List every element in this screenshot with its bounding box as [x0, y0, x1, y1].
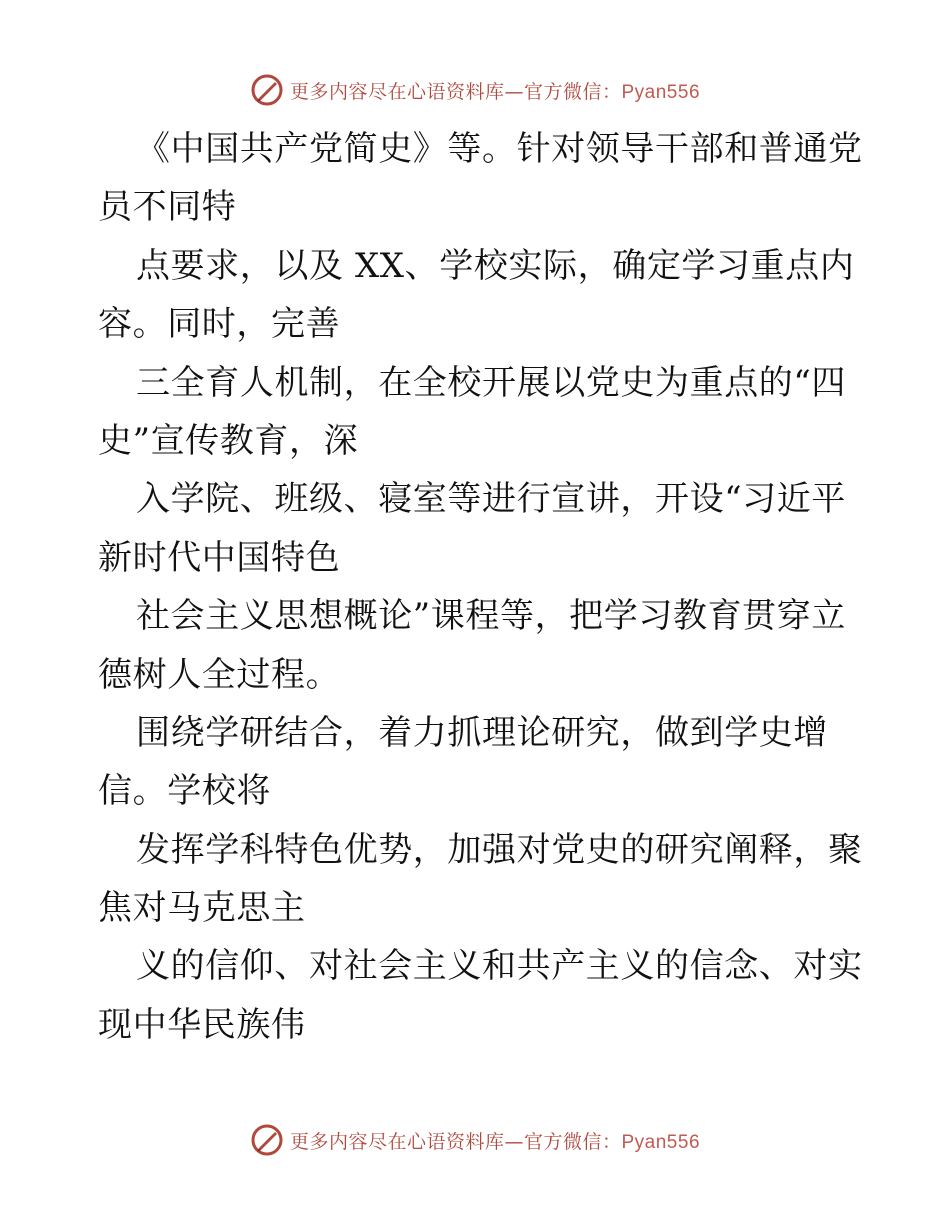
banner-wechat-id: Pyan556 — [621, 1131, 701, 1153]
pen-logo-icon — [250, 1123, 284, 1157]
banner-suffix: 官方微信： — [523, 80, 622, 103]
footer-banner-content — [250, 1123, 700, 1157]
text-line: 德树人全过程。 — [98, 654, 341, 695]
banner-prefix: 更多内容尽在心语资料库 — [289, 80, 505, 103]
footer-banner — [0, 1120, 950, 1160]
text-line: 《中国共产党简史》等。针对领导干部和普通党 — [136, 129, 863, 169]
banner-wechat-id: Pyan556 — [621, 81, 701, 103]
text-line: 史”宣传教育，深 — [98, 420, 359, 461]
banner-suffix: 官方微信： — [523, 1130, 622, 1153]
text-line: 入学院、班级、寝室等进行宣讲，开设“习近平 — [136, 479, 846, 520]
text-line: 新时代中国特色 — [98, 537, 341, 578]
text-line: 义的信仰、对社会主义和共产主义的信念、对实 — [136, 946, 863, 987]
text-line: 点要求，以及 XX、学校实际，确定学习重点内 — [136, 245, 855, 286]
document-body — [98, 120, 863, 1054]
text-line: 容。同时，完善 — [98, 304, 341, 345]
text-line: 焦对马克思主 — [98, 888, 306, 929]
banner-separator: — — [504, 1130, 524, 1153]
text-line: 三全育人机制，在全校开展以党史为重点的“四 — [136, 362, 846, 403]
text-line: 员不同特 — [98, 187, 237, 228]
banner-separator: — — [504, 80, 524, 103]
pen-logo-icon — [250, 73, 284, 107]
header-banner-content — [250, 73, 700, 107]
banner-prefix: 更多内容尽在心语资料库 — [289, 1130, 505, 1153]
text-line: 发挥学科特色优势，加强对党史的研究阐释，聚 — [136, 829, 863, 870]
header-banner — [0, 70, 950, 110]
footer-banner-text — [290, 1127, 700, 1154]
text-line: 围绕学研结合，着力抓理论研究，做到学史增 — [136, 712, 828, 753]
header-banner-text — [290, 77, 700, 104]
text-line: 信。学校将 — [98, 771, 271, 812]
text-line: 现中华民族伟 — [98, 1004, 306, 1045]
text-line: 社会主义思想概论”课程等，把学习教育贯穿立 — [136, 596, 846, 637]
